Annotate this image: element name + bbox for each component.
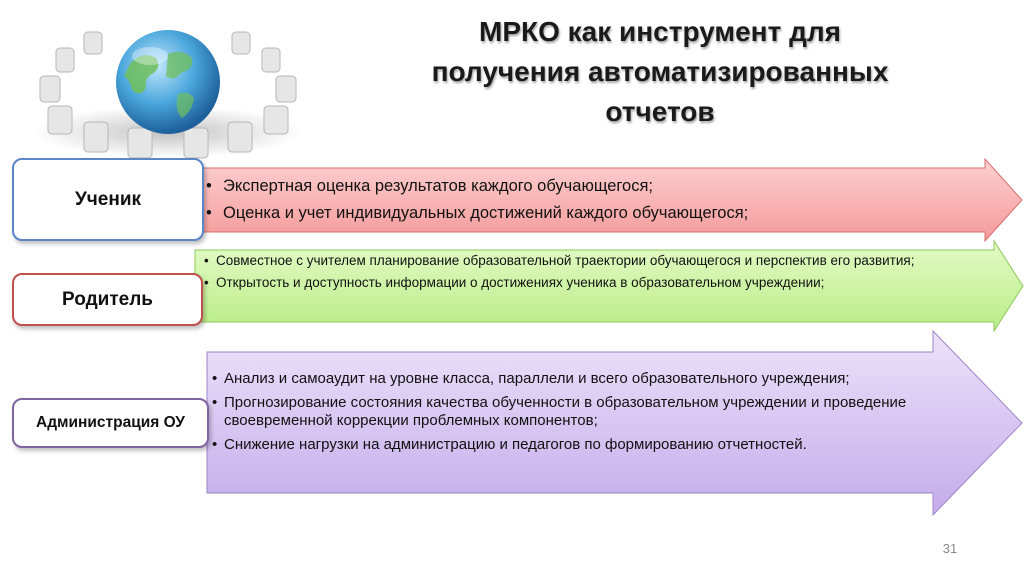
globe-with-chairs-image	[18, 14, 318, 164]
administration-bullet: • Снижение нагрузки на администрацию и педагогов по формированию отчетностей.	[211, 436, 981, 455]
parent-label: Родитель	[12, 273, 203, 326]
parent-bullet: • Совместное с учителем планирование образовательной траектории обучающегося и перспектив его развития;	[203, 252, 993, 269]
page-number: 31	[942, 541, 958, 556]
student-label: Ученик	[12, 158, 204, 241]
student-bullet: • Оценка и учет индивидуальных достижений каждого обучающегося;	[205, 200, 985, 227]
title-line: МРКО как инструмент для	[479, 16, 841, 47]
administration-bullet: • Прогнозирование состояния качества обученности в образовательном учреждении и проведение своевременной коррекции проблемных компонентов;	[211, 394, 981, 431]
student-bullet-list	[205, 173, 985, 227]
administration-bullet: • Анализ и самоаудит на уровне класса, параллели и всего образовательного учреждения;	[211, 370, 981, 389]
administration-bullet-list	[211, 370, 981, 459]
student-bullet: • Экспертная оценка результатов каждого обучающегося;	[205, 173, 985, 200]
title-line: отчетов	[605, 96, 715, 127]
administration-label: Администрация ОУ	[12, 398, 209, 448]
parent-bullet-list	[203, 252, 993, 296]
slide-title	[330, 12, 990, 132]
parent-bullet: • Открытость и доступность информации о достижениях ученика в образовательном учреждении;	[203, 274, 993, 291]
title-line: получения автоматизированных	[431, 56, 889, 87]
